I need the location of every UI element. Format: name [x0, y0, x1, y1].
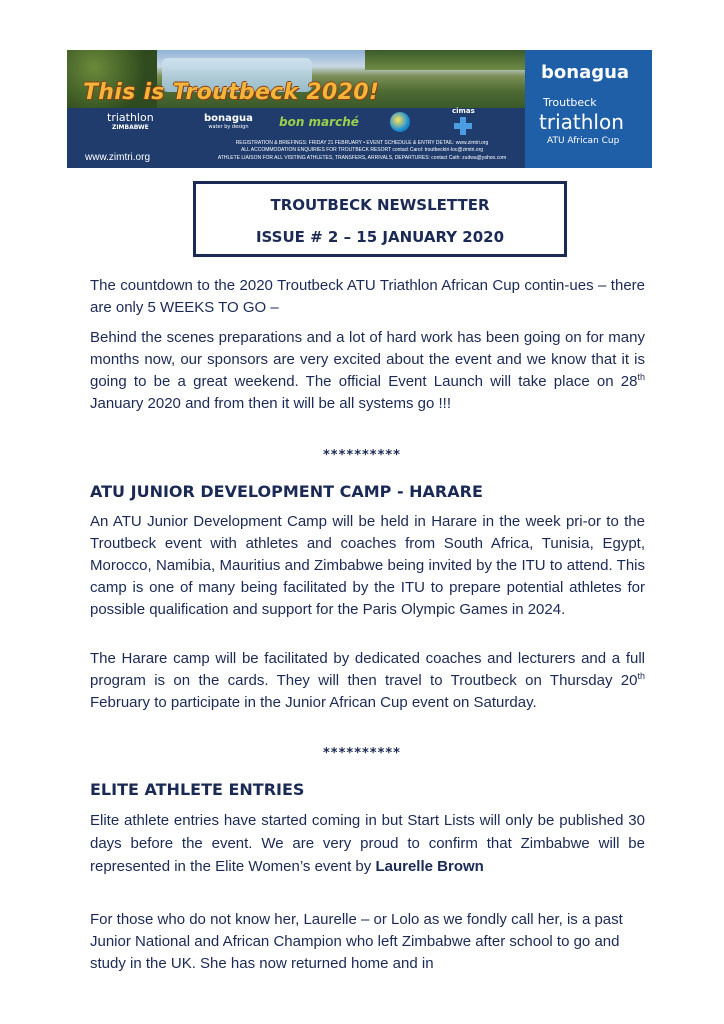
section-heading-elite: ELITE ATHLETE ENTRIES: [90, 780, 305, 799]
text-run: February to participate in the Junior African Cup event on Saturday.: [90, 694, 537, 711]
header-banner: [67, 50, 652, 168]
junior-paragraph-2: [90, 648, 645, 714]
logo-text: bonagua: [204, 113, 253, 124]
triathlon-zimbabwe-logo: [107, 112, 154, 131]
bonagua-side-panel: [525, 50, 652, 168]
cross-icon: [454, 117, 472, 135]
section-separator: **********: [323, 448, 401, 463]
banner-info: [199, 140, 525, 162]
athlete-name: Laurelle Brown: [375, 858, 484, 875]
intro-paragraph-1: The countdown to the 2020 Troutbeck ATU Triathlon African Cup contin-ues – there are only 5 WEEKS TO GO –: [90, 277, 645, 316]
section-separator: **********: [323, 746, 401, 761]
side-line-3: ATU African Cup: [547, 136, 620, 146]
info-line: ATHLETE LIAISON FOR ALL VISITING ATHLETES, TRANSFERS, ARRIVALS, DEPARTURES: contact Cath: zudwa@yahoo.com: [217, 154, 507, 161]
bonagua-brand: bonagua: [541, 62, 630, 83]
logo-text: triathlon: [107, 111, 154, 124]
side-line-2: triathlon: [539, 110, 624, 134]
issue-line: ISSUE # 2 – 15 JANUARY 2020: [255, 228, 505, 246]
globe-logo-icon: [390, 112, 410, 132]
info-line: ALL ACCOMMODATION ENQUIRIES FOR TROUTBECK RESORT contact Carol: troutbecktri-loc@zimtri.org: [240, 147, 484, 154]
info-line: REGISTRATION & BRIEFINGS: FRIDAY 21 FEBRUARY • EVENT SCHEDULE & ENTRY DETAIL: www.zimtri.org: [235, 140, 489, 146]
section-heading-junior: ATU JUNIOR DEVELOPMENT CAMP - HARARE: [90, 482, 483, 501]
canopy-image: [365, 50, 525, 70]
newsletter-title: TROUTBECK NEWSLETTER: [270, 196, 490, 214]
elite-paragraph-2: For those who do not know her, Laurelle – or Lolo as we fondly call her, is a past Junior National and African Champion who left Zimbabwe after school to go and study in the UK. She has now returned home and in: [90, 911, 623, 972]
logo-text: cimas: [452, 107, 475, 115]
banner-headline: This is Troutbeck 2020!: [83, 80, 380, 105]
superscript: th: [637, 372, 645, 382]
text-run: January 2020 and from then it will be all systems go !!!: [90, 395, 452, 412]
logo-subtext: ZIMBABWE: [111, 124, 149, 131]
junior-paragraph-1: An ATU Junior Development Camp will be held in Harare in the week pri-or to the Troutbeck event with athletes and coaches from South Africa, Tunisia, Egypt, Morocco, Namibia, Mauritius and Zimbabwe being invited by the ITU to attend. This camp is one of many being facilitated by the ITU to prepare potential athletes for possible qualification and support for the Paris Olympic Games in 2024.: [90, 513, 645, 618]
text-run: Elite athlete entries have started coming in but Start Lists will only be published 30 days before the event. We are very proud to confirm that Zimbabwe will be represented in the Elite Women’s event by: [90, 812, 645, 875]
text-run: The Harare camp will be facilitated by dedicated coaches and lecturers and a full program is on the cards. They will then travel to Troutbeck on Thursday 20: [90, 650, 645, 689]
intro-paragraph-2: [90, 327, 645, 415]
text-run: Behind the scenes preparations and a lot of hard work has been going on for many months now, our sponsors are very excited about the event and we know that it is going to be a great weekend. The official Event Launch will take place on 28: [90, 329, 645, 390]
side-line-1: Troutbeck: [543, 96, 597, 109]
superscript: th: [637, 671, 645, 681]
elite-paragraph-1: [90, 809, 645, 878]
cimas-logo: [452, 108, 475, 135]
logo-subtext: water by design: [208, 124, 249, 130]
newsletter-title-box: [193, 181, 567, 257]
banner-website: www.zimtri.org: [85, 152, 151, 163]
bonagua-logo: [204, 114, 253, 130]
bon-marche-logo: bon marché: [279, 115, 359, 129]
